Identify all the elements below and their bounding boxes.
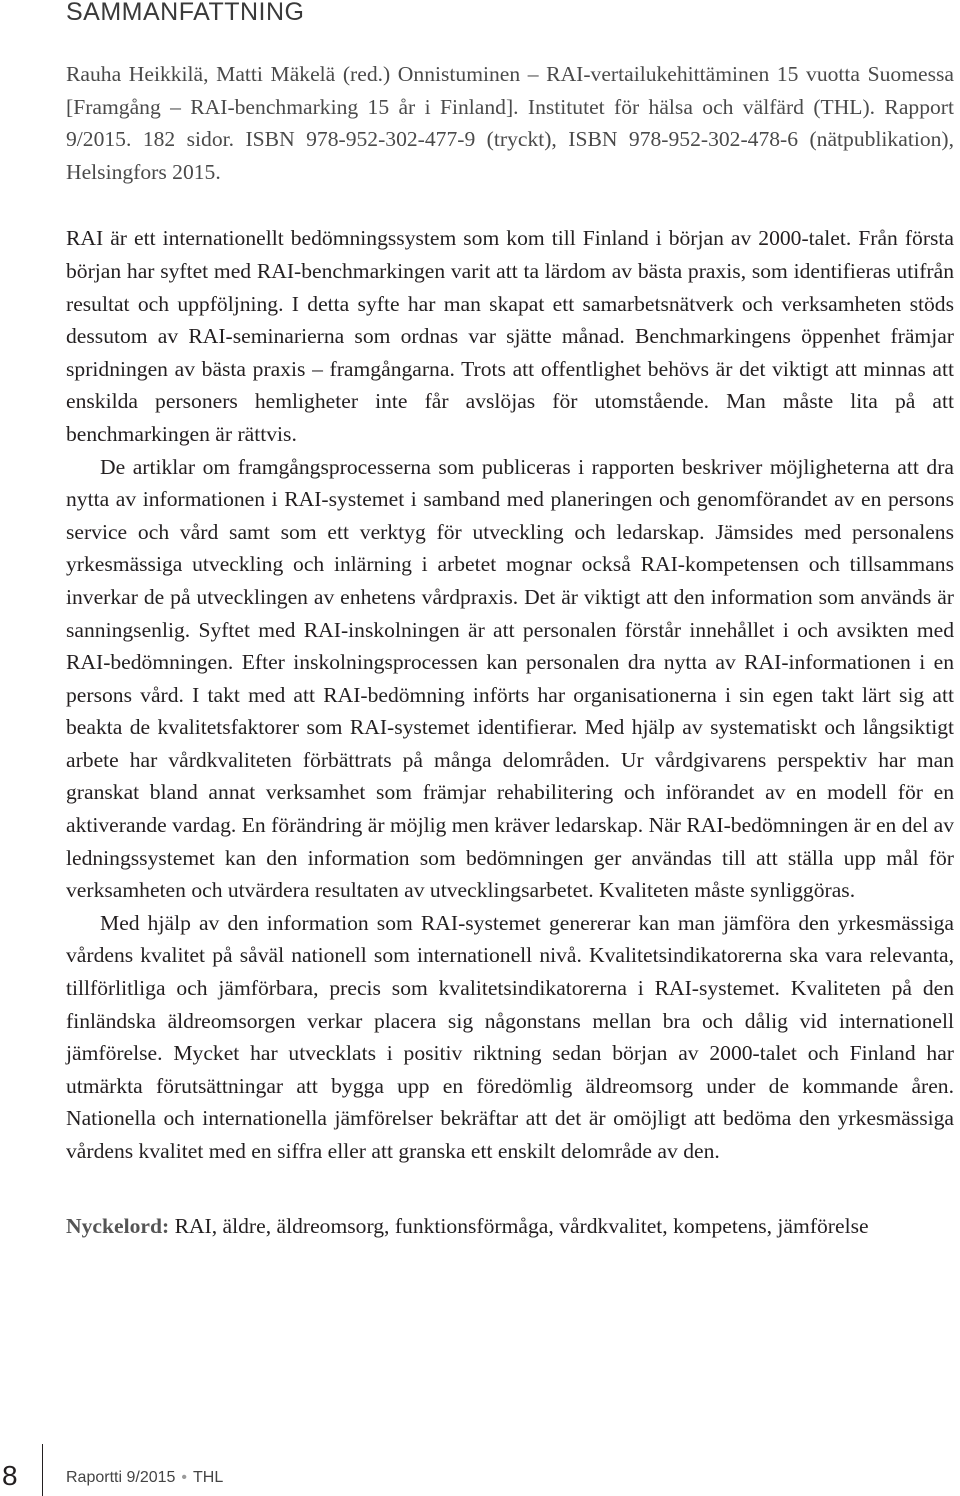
footer-publication: Raportti 9/2015 xyxy=(66,1469,176,1486)
footer-publisher: THL xyxy=(193,1469,224,1486)
page-number: 8 xyxy=(2,1460,18,1491)
keywords-text: RAI, äldre, äldreomsorg, funktionsförmåga, vårdkvalitet, kompetens, jämförelse xyxy=(174,1213,869,1238)
keywords-line xyxy=(66,1210,954,1243)
footer-label xyxy=(66,1469,223,1487)
paragraph-2: De artiklar om framgångsprocesserna som publiceras i rapporten beskriver möjligheterna att dra nytta av informationen i RAI-systemet i samband med planeringen och genomförandet av en persons service och vård samt som ett verktyg för utveckling och ledarskap. Jämsides med personalens yrkesmässiga utveckling och inlärning i arbetet mognar också RAI-kompetensen och tillsammans inverkar de på utvecklingen av enhetens vårdpraxis. Det är viktigt att den information som används är sanningsenlig. Syftet med RAI-inskolningen är att personalen förstår innehållet i och avsikten med RAI-bedömningen. Efter inskolningsprocessen kan personalen dra nytta av RAI-informationen i en persons vård. I takt med att RAI-bedömning införts har organisationerna i sin egen takt lärt sig att beakta de kvalitetsfaktorer som RAI-systemet identifierar. Med hjälp av systematiskt och långsiktigt arbete har vårdkvaliteten förbättrats på många delområden. Ur vårdgivarens perspektiv har man granskat bland annat verksamhet som främjar rehabilitering och införandet av en modell för en aktiverande vardag. En förändring är möjlig men kräver ledarskap. När RAI-bedömningen är en del av ledningssystemet kan den information som bedömningen ger användas till att ställa upp mål för verksamheten och utvärdera resultaten av utvecklingsarbetet. Kvaliteten måste synliggöras. xyxy=(66,454,954,903)
page-heading: SAMMANFATTNING xyxy=(66,0,305,26)
paragraph-3: Med hjälp av den information som RAI-systemet genererar kan man jämföra den yrkesmässiga vårdens kvalitet på såväl nationell som internationell nivå. Kvalitetsindikatorerna ska vara relevanta, tillförlitliga och jämförbara, precis som kvalitetsindikatorerna i RAI-systemet. Kvaliteten på den finländska äldreomsorgen verkar placera sig någonstans mellan bra och dålig vid internationell jämförelse. Mycket har utvecklats i positiv riktning sedan början av 2000-talet och Finland har utmärkta förutsättningar att bygga upp en föredömlig äldreomsorg under de kommande åren. Nationella och internationella jämförelser bekräftar att det är omöjligt att bedöma den yrkesmässiga vårdens kvalitet med en siffra eller att granska ett enskilt delområde av den. xyxy=(66,910,954,1163)
footer-divider xyxy=(42,1444,43,1496)
page-footer xyxy=(0,1460,960,1494)
keywords-label: Nyckelord: xyxy=(66,1213,170,1238)
footer-separator: • xyxy=(181,1469,188,1486)
paragraph-1: RAI är ett internationellt bedömningssystem som kom till Finland i början av 2000-talet. Från första början har syftet med RAI-benchmarkingen varit att ta lärdom av bästa praxis, som identifieras utifrån resultat och uppföljning. I detta syfte har man skapat ett samarbetsnätverk och verksamheten stöds dessutom av RAI-seminarierna som ordnas var sjätte månad. Benchmarkingens öppenhet främjar spridningen av bästa praxis – framgångarna. Trots att offentlighet behövs är det viktigt att minnas att enskilda personers hemligheter inte får avslöjas för utomstående. Man måste lita på att benchmarkingen är rättvis. xyxy=(66,226,954,446)
summary-body xyxy=(66,58,954,1242)
citation-paragraph: Rauha Heikkilä, Matti Mäkelä (red.) Onnistuminen – RAI-vertailukehittäminen 15 vuotta Suomessa [Framgång – RAI-benchmarking 15 år i Finland]. Institutet för hälsa och välfärd (THL). Rapport 9/2015. 182 sidor. ISBN 978-952-302-477-9 (tryckt), ISBN 978-952-302-478-6 (nätpublikation), Helsingfors 2015. xyxy=(66,62,954,184)
